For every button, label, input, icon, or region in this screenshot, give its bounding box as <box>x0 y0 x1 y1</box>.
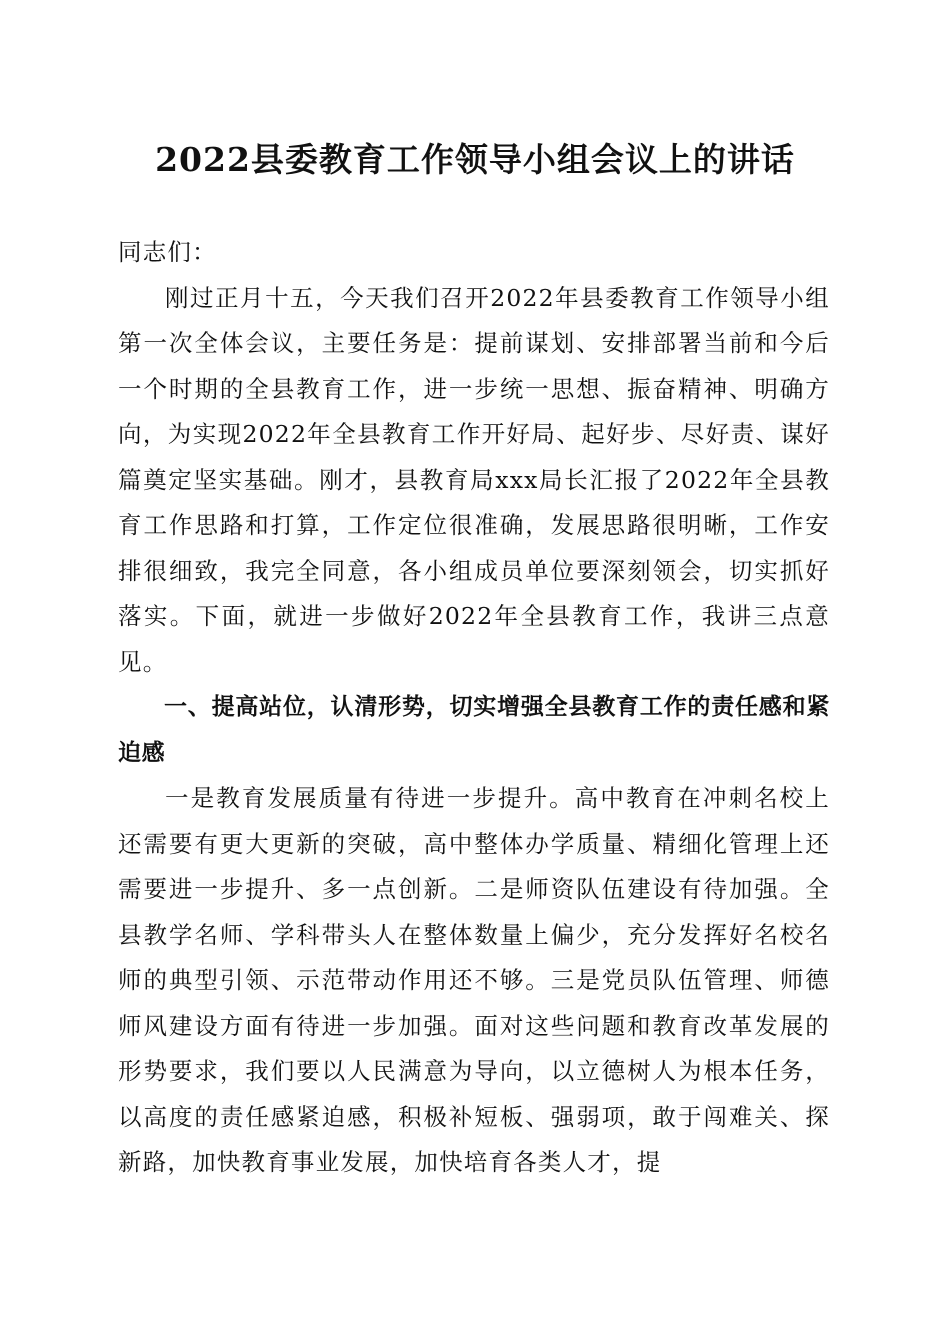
section-heading: 一、提高站位，认清形势，切实增强全县教育工作的责任感和紧迫感 <box>118 694 830 766</box>
document-body <box>118 230 830 1186</box>
opening-paragraph: 刚过正月十五，今天我们召开2022年县委教育工作领导小组第一次全体会议，主要任务是：提前谋划、安排部署当前和今后一个时期的全县教育工作，进一步统一思想、振奋精神、明确方向，为实现2022年全县教育工作开好局、起好步、尽好责、谋好篇奠定坚实基础。刚才，县教育局xxx局长汇报了2022年全县教育工作思路和打算，工作定位很准确，发展思路很明晰，工作安排很细致，我完全同意，各小组成员单位要深刻领会，切实抓好落实。下面，就进一步做好2022年全县教育工作，我讲三点意见。 <box>118 283 830 676</box>
body-paragraph: 一是教育发展质量有待进一步提升。高中教育在冲刺名校上还需要有更大更新的突破，高中整体办学质量、精细化管理上还需要进一步提升、多一点创新。二是师资队伍建设有待加强。全县教学名师、学科带头人在整体数量上偏少，充分发挥好名校名师的典型引领、示范带动作用还不够。三是党员队伍管理、师德师风建设方面有待进一步加强。面对这些问题和教育改革发展的形势要求，我们要以人民满意为导向，以立德树人为根本任务，以高度的责任感紧迫感，积极补短板、强弱项，敢于闯难关、探新路，加快教育事业发展，加快培育各类人才，提 <box>118 784 830 1176</box>
salutation: 同志们： <box>118 238 217 266</box>
document-title: 2022县委教育工作领导小组会议上的讲话 <box>155 140 795 179</box>
